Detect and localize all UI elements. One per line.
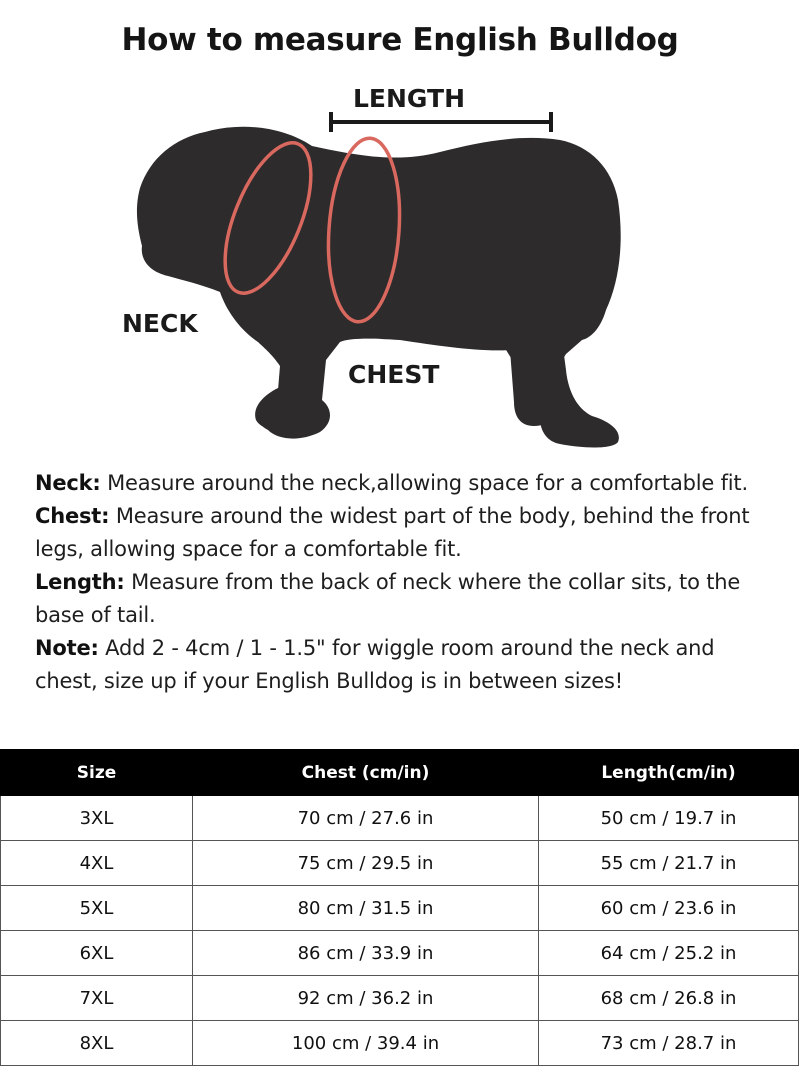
cell-length: 64 cm / 25.2 in xyxy=(539,931,799,976)
instruction-note xyxy=(35,632,775,698)
measure-instructions xyxy=(35,467,775,698)
cell-length: 60 cm / 23.6 in xyxy=(539,886,799,931)
header-length: Length(cm/in) xyxy=(539,750,799,796)
table-row xyxy=(1,976,799,1021)
size-chart-table xyxy=(0,749,799,1066)
instruction-label: Length: xyxy=(35,570,125,594)
cell-size: 4XL xyxy=(1,841,193,886)
instruction-text: Measure around the neck,allowing space for a comfortable fit. xyxy=(100,471,748,495)
instruction-length xyxy=(35,566,775,632)
cell-chest: 86 cm / 33.9 in xyxy=(193,931,539,976)
table-row xyxy=(1,886,799,931)
length-label: LENGTH xyxy=(353,84,465,113)
cell-length: 68 cm / 26.8 in xyxy=(539,976,799,1021)
table-header-row xyxy=(1,750,799,796)
cell-chest: 75 cm / 29.5 in xyxy=(193,841,539,886)
instruction-label: Chest: xyxy=(35,504,110,528)
instruction-chest xyxy=(35,500,775,566)
cell-chest: 80 cm / 31.5 in xyxy=(193,886,539,931)
table-row xyxy=(1,796,799,841)
cell-chest: 100 cm / 39.4 in xyxy=(193,1021,539,1066)
header-chest: Chest (cm/in) xyxy=(193,750,539,796)
bulldog-silhouette xyxy=(137,127,621,448)
instruction-text: Measure around the widest part of the body, behind the front legs, allowing space for a comfortable fit. xyxy=(35,504,750,561)
table-row xyxy=(1,931,799,976)
measurement-figure xyxy=(0,70,800,460)
cell-size: 5XL xyxy=(1,886,193,931)
instruction-neck xyxy=(35,467,775,500)
neck-label: NECK xyxy=(122,309,198,338)
table-row xyxy=(1,1021,799,1066)
instruction-label: Neck: xyxy=(35,471,101,495)
chest-label: CHEST xyxy=(348,360,440,389)
cell-chest: 70 cm / 27.6 in xyxy=(193,796,539,841)
cell-size: 6XL xyxy=(1,931,193,976)
cell-chest: 92 cm / 36.2 in xyxy=(193,976,539,1021)
length-bracket xyxy=(331,112,551,132)
cell-length: 55 cm / 21.7 in xyxy=(539,841,799,886)
cell-length: 50 cm / 19.7 in xyxy=(539,796,799,841)
instruction-text: Measure from the back of neck where the collar sits, to the base of tail. xyxy=(35,570,741,627)
bulldog-diagram xyxy=(0,70,800,460)
instruction-text: Add 2 - 4cm / 1 - 1.5" for wiggle room around the neck and chest, size up if your English Bulldog is in between sizes! xyxy=(35,636,715,693)
page-title: How to measure English Bulldog xyxy=(121,22,679,58)
cell-length: 73 cm / 28.7 in xyxy=(539,1021,799,1066)
instruction-label: Note: xyxy=(35,636,99,660)
header-size: Size xyxy=(1,750,193,796)
cell-size: 7XL xyxy=(1,976,193,1021)
table-row xyxy=(1,841,799,886)
cell-size: 3XL xyxy=(1,796,193,841)
cell-size: 8XL xyxy=(1,1021,193,1066)
